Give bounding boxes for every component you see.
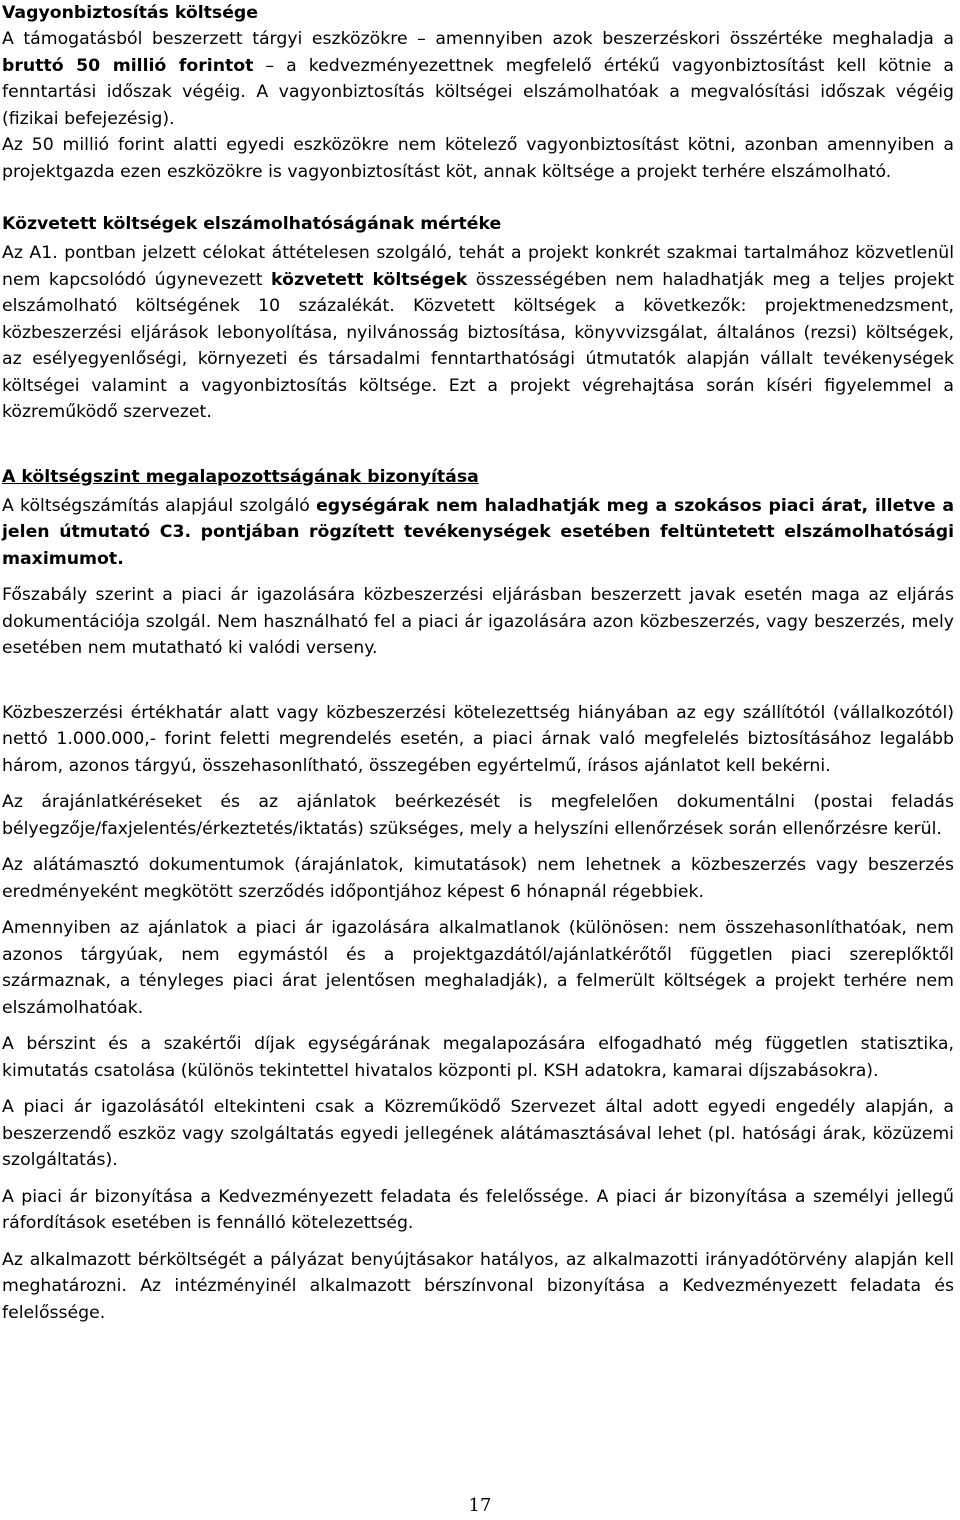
section-title-insurance: Vagyonbiztosítás költsége (2, 3, 259, 23)
section-title-indirect-costs: Közvetett költségek elszámolhatóságának mértéke (2, 214, 502, 234)
cost-level-paragraph-6: Amennyiben az ajánlatok a piaci ár igazolására alkalmatlanok (különösen: nem összehasonlíthatóak, nem azonos tárgyúak, nem egymástól és a projektgazdától/ajánlatkérőtől független piaci szereplőktől származnak, a tényleges piaci árat jelentősen meghaladják), a felmerült költségek a projekt terhére nem elszámolhatóak. (2, 918, 954, 1018)
cost-level-paragraph-2: Főszabály szerint a piaci ár igazolására közbeszerzési eljárásban beszerzett javak esetén maga az eljárás dokumentációja szolgál. Nem használható fel a piaci ár igazolására azon közbeszerzés, vagy beszerzés, mely esetében nem mutatható ki valódi verseny. (2, 585, 954, 658)
cost-level-paragraph-3: Közbeszerzési értékhatár alatt vagy közbeszerzési kötelezettség hiányában az egy szállítótól (vállalkozótól) nettó 1.000.000,- forint feletti megrendelés esetén, a piaci árnak való megfelelés biztosításához legalább három, azonos tárgyú, összehasonlítható, összegében egyértelmű, írásos ajánlatot kell bekérni. (2, 702, 954, 776)
section-title-cost-level: A költségszint megalapozottságának bizonyítása (2, 466, 479, 487)
cost-level-bold: egységárak nem haladhatják meg a szokásos piaci árat, illetve a jelen útmutató C3. pontjában rögzített tevékenységek esetében feltüntetett elszámolhatósági maximumot. (2, 495, 954, 569)
cost-level-paragraph-9: A piaci ár bizonyítása a Kedvezményezett feladata és felelőssége. A piaci ár bizonyítása a személyi jellegű ráfordítások esetében is fennálló kötelezettség. (2, 1186, 954, 1233)
insurance-paragraph-2: Az 50 millió forint alatti egyedi eszközökre nem kötelező vagyonbiztosítást kötni, azonban amennyiben a projektgazda ezen eszközökre is vagyonbiztosítást köt, annak költsége a projekt terhére elszámolható. (2, 135, 954, 182)
cost-level-paragraph-10: Az alkalmazott bérköltségét a pályázat benyújtásakor hatályos, az alkalmazotti irányadótörvény alapján kell meghatározni. Az intézményinél alkalmazott bérszínvonal bizonyítása a Kedvezményezett feladata és felelőssége. (2, 1249, 954, 1323)
cost-level-paragraph-4: Az árajánlatkéréseket és az ajánlatok beérkezését is megfelelően dokumentálni (postai feladás bélyegzője/faxjelentés/érkeztetés/iktatás) szükséges, mely a helyszíni ellenőrzések során ellenőrzésre kerül. (2, 792, 954, 839)
indirect-costs-bold: közvetett költségek (271, 269, 468, 290)
insurance-paragraph-1: A támogatásból beszerzett tárgyi eszközökre – amennyiben azok beszerzéskori összértéke meghaladja a bruttó 50 millió forintot – a kedvezményezettnek megfelelő értékű vagyonbiztosítást kell kötnie a fenntartási időszak végéig. A vagyonbiztosítás költségei elszámolhatóak a megvalósítási időszak végéig (fizikai befejezésig). (2, 29, 955, 129)
cost-level-paragraph-5: Az alátámasztó dokumentumok (árajánlatok, kimutatások) nem lehetnek a közbeszerzés vagy beszerzés eredményeként megkötött szerződés időpontjához képest 6 hónapnál régebbiek. (2, 855, 954, 902)
cost-level-paragraph-1: A költségszámítás alapjául szolgáló egységárak nem haladhatják meg a szokásos piaci árat, illetve a jelen útmutató C3. pontjában rögzített tevékenységek esetében feltüntetett elszámolhatósági maximumot. (2, 495, 954, 569)
indirect-costs-paragraph-1: Az A1. pontban jelzett célokat áttételesen szolgáló, tehát a projekt konkrét szakmai tartalmához közvetlenül nem kapcsolódó úgynevezett közvetett költségek összességében nem haladhatják meg a teljes projekt elszámolható költségének 10 százalékát. Közvetett költségek a következők: projektmenedzsment, közbeszerzési eljárások lebonyolítása, nyilvánosság biztosítása, könyvvizsgálat, általános (rezsi) költségek, az esélyegyenlőségi, környezeti és társadalmi fenntarthatósági útmutatók alapján vállalt tevékenységek költségei valamint a vagyonbiztosítás költsége. Ezt a projekt végrehajtása során kíséri figyelemmel a közreműködő szervezet. (2, 243, 954, 422)
cost-level-paragraph-7: A bérszint és a szakértői díjak egységárának megalapozására elfogadható még független statisztika, kimutatás csatolása (különös tekintettel hivatalos központi pl. KSH adatokra, kamarai díjszabásokra). (2, 1034, 954, 1081)
cost-level-paragraph-8: A piaci ár igazolásától eltekinteni csak a Közreműködő Szervezet által adott egyedi engedély alapján, a beszerzendő eszköz vagy szolgáltatás egyedi jellegének alátámasztásával lehet (pl. hatósági árak, közüzemi szolgáltatás). (2, 1097, 954, 1170)
page-number: 17 (468, 1495, 492, 1516)
insurance-amount-bold: bruttó 50 millió forintot (2, 55, 254, 76)
